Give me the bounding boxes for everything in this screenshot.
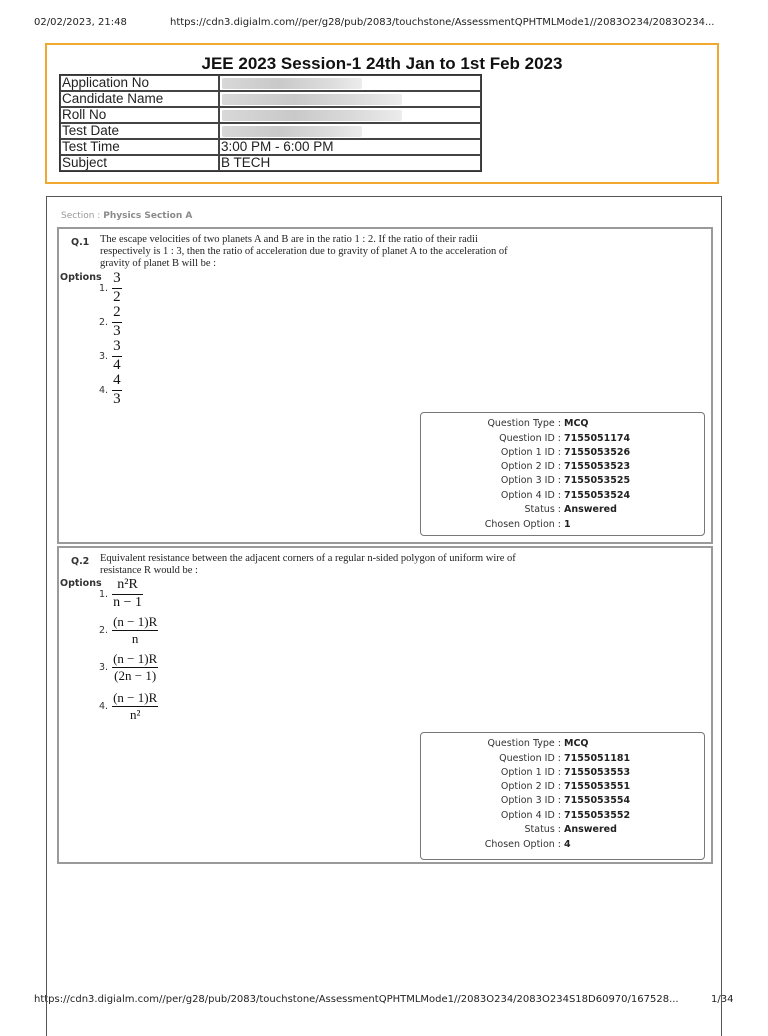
option-fraction [112, 373, 122, 408]
table-row [60, 155, 481, 171]
option-number: 2. [99, 316, 109, 328]
fraction-denominator: 3 [113, 322, 121, 339]
meta-label: Chosen Option : [484, 839, 561, 850]
option-3 [99, 339, 122, 374]
meta-value: 7155051181 [564, 753, 631, 764]
question-text: The escape velocities of two planets A and B are in the ratio 1 : 2. If the ratio of their radii respectively is 1 : 3, then the ratio of acceleration due to gravity of planet A to the acceleration of gravity of planet B will be : [100, 234, 508, 269]
option-1 [99, 578, 143, 610]
meta-label: Option 3 ID : [500, 795, 561, 806]
application-no-value [219, 75, 481, 91]
meta-label: Question Type : [487, 738, 561, 749]
option-number: 3. [99, 350, 109, 362]
meta-label: Option 3 ID : [500, 475, 561, 486]
meta-value: 7155053553 [564, 767, 631, 778]
row-label: Application No [60, 75, 219, 91]
fraction-numerator: (n − 1)R [113, 690, 158, 705]
option-fraction [112, 691, 158, 721]
row-label: Test Time [60, 139, 219, 155]
row-label: Subject [60, 155, 219, 171]
meta-label: Chosen Option : [484, 519, 561, 530]
meta-value: 7155051174 [564, 433, 631, 444]
redacted-value [222, 126, 362, 137]
fraction-numerator: n²R [117, 577, 138, 592]
meta-label: Option 2 ID : [500, 461, 561, 472]
meta-label: Option 2 ID : [500, 781, 561, 792]
meta-value: 7155053552 [564, 810, 631, 821]
option-number: 3. [99, 661, 109, 673]
meta-row [421, 518, 704, 532]
option-2 [99, 305, 122, 340]
roll-no-value [219, 107, 481, 123]
fraction-numerator: 2 [113, 304, 121, 320]
option-fraction [112, 615, 158, 645]
options-label: Options [60, 578, 102, 589]
meta-value: 7155053524 [564, 490, 631, 501]
meta-label: Question Type : [487, 418, 561, 429]
print-footer-url: https://cdn3.digialm.com//per/g28/pub/2083/touchstone/AssessmentQPHTMLMode1//2083O234/2083O234S18D60970/167528... [34, 994, 679, 1005]
question-number: Q.1 [71, 237, 90, 248]
fraction-numerator: 3 [113, 338, 121, 354]
redacted-value [222, 94, 402, 105]
meta-row [421, 503, 704, 517]
question-card-2 [57, 546, 713, 864]
meta-value: Answered [564, 824, 617, 835]
row-label: Roll No [60, 107, 219, 123]
table-row [60, 139, 481, 155]
options-label: Options [60, 272, 102, 283]
meta-label: Option 4 ID : [500, 490, 561, 501]
meta-row [421, 417, 704, 431]
fraction-numerator: (n − 1)R [113, 651, 158, 666]
meta-label: Question ID : [499, 433, 561, 444]
fraction-numerator: 3 [113, 270, 121, 286]
fraction-denominator: 2 [113, 288, 121, 305]
fraction-numerator: 4 [113, 372, 121, 388]
meta-value: 7155053525 [564, 475, 631, 486]
page-number: 1/34 [711, 994, 734, 1005]
meta-row [421, 737, 704, 751]
option-number: 4. [99, 700, 109, 712]
option-4 [99, 373, 122, 408]
meta-row [421, 794, 704, 808]
meta-row [421, 474, 704, 488]
meta-row [421, 446, 704, 460]
meta-value: 7155053554 [564, 795, 631, 806]
meta-label: Status : [524, 504, 561, 515]
meta-value: 7155053523 [564, 461, 631, 472]
option-3 [99, 652, 158, 682]
meta-value: 4 [564, 839, 571, 850]
fraction-denominator: 3 [113, 390, 121, 407]
option-1 [99, 271, 122, 306]
candidate-banner [45, 43, 719, 184]
meta-label: Option 1 ID : [500, 767, 561, 778]
fraction-denominator: n − 1 [113, 594, 142, 610]
candidate-name-value [219, 91, 481, 107]
meta-row [421, 766, 704, 780]
meta-row [421, 809, 704, 823]
option-2 [99, 615, 158, 645]
option-number: 2. [99, 624, 109, 636]
question-number: Q.2 [71, 556, 90, 567]
question-meta-box [420, 732, 705, 860]
meta-row [421, 838, 704, 852]
option-4 [99, 691, 158, 721]
option-number: 1. [99, 588, 109, 600]
meta-label: Status : [524, 824, 561, 835]
question-text: Equivalent resistance between the adjacent corners of a regular n-sided polygon of uniform wire of resistance R would be : [100, 553, 516, 576]
option-number: 4. [99, 384, 109, 396]
meta-row [421, 460, 704, 474]
table-row [60, 75, 481, 91]
option-fraction [112, 271, 122, 306]
section-prefix: Section : [61, 211, 101, 221]
fraction-denominator: n² [129, 706, 141, 722]
meta-value: 7155053551 [564, 781, 631, 792]
meta-value: MCQ [564, 738, 589, 749]
candidate-details-table [59, 74, 482, 172]
option-fraction [112, 339, 122, 374]
meta-label: Question ID : [499, 753, 561, 764]
section-name: Physics Section A [103, 211, 193, 221]
fraction-denominator: 4 [113, 356, 121, 373]
fraction-denominator: (2n − 1) [114, 667, 157, 683]
meta-row [421, 780, 704, 794]
table-row [60, 123, 481, 139]
redacted-value [222, 110, 402, 121]
row-label: Test Date [60, 123, 219, 139]
question-card-1 [57, 227, 713, 544]
subject-value: B TECH [219, 155, 481, 171]
meta-value: 7155053526 [564, 447, 631, 458]
meta-row [421, 489, 704, 503]
table-row [60, 91, 481, 107]
test-time-value: 3:00 PM - 6:00 PM [219, 139, 481, 155]
meta-label: Option 1 ID : [500, 447, 561, 458]
print-datetime: 02/02/2023, 21:48 [34, 17, 127, 28]
meta-row [421, 823, 704, 837]
option-fraction [112, 305, 122, 340]
meta-row [421, 752, 704, 766]
table-row [60, 107, 481, 123]
test-date-value [219, 123, 481, 139]
meta-value: 1 [564, 519, 571, 530]
fraction-numerator: (n − 1)R [113, 614, 158, 629]
option-fraction [112, 652, 158, 682]
meta-value: Answered [564, 504, 617, 515]
meta-value: MCQ [564, 418, 589, 429]
exam-title: JEE 2023 Session-1 24th Jan to 1st Feb 2023 [201, 54, 563, 73]
meta-label: Option 4 ID : [500, 810, 561, 821]
print-header-url: https://cdn3.digialm.com//per/g28/pub/2083/touchstone/AssessmentQPHTMLMode1//2083O234/2083O234... [170, 17, 715, 28]
question-meta-box [420, 412, 705, 536]
fraction-denominator: n [131, 630, 139, 646]
meta-row [421, 432, 704, 446]
option-fraction [112, 578, 143, 610]
row-label: Candidate Name [60, 91, 219, 107]
redacted-value [222, 78, 362, 89]
section-label [61, 211, 192, 221]
option-number: 1. [99, 282, 109, 294]
